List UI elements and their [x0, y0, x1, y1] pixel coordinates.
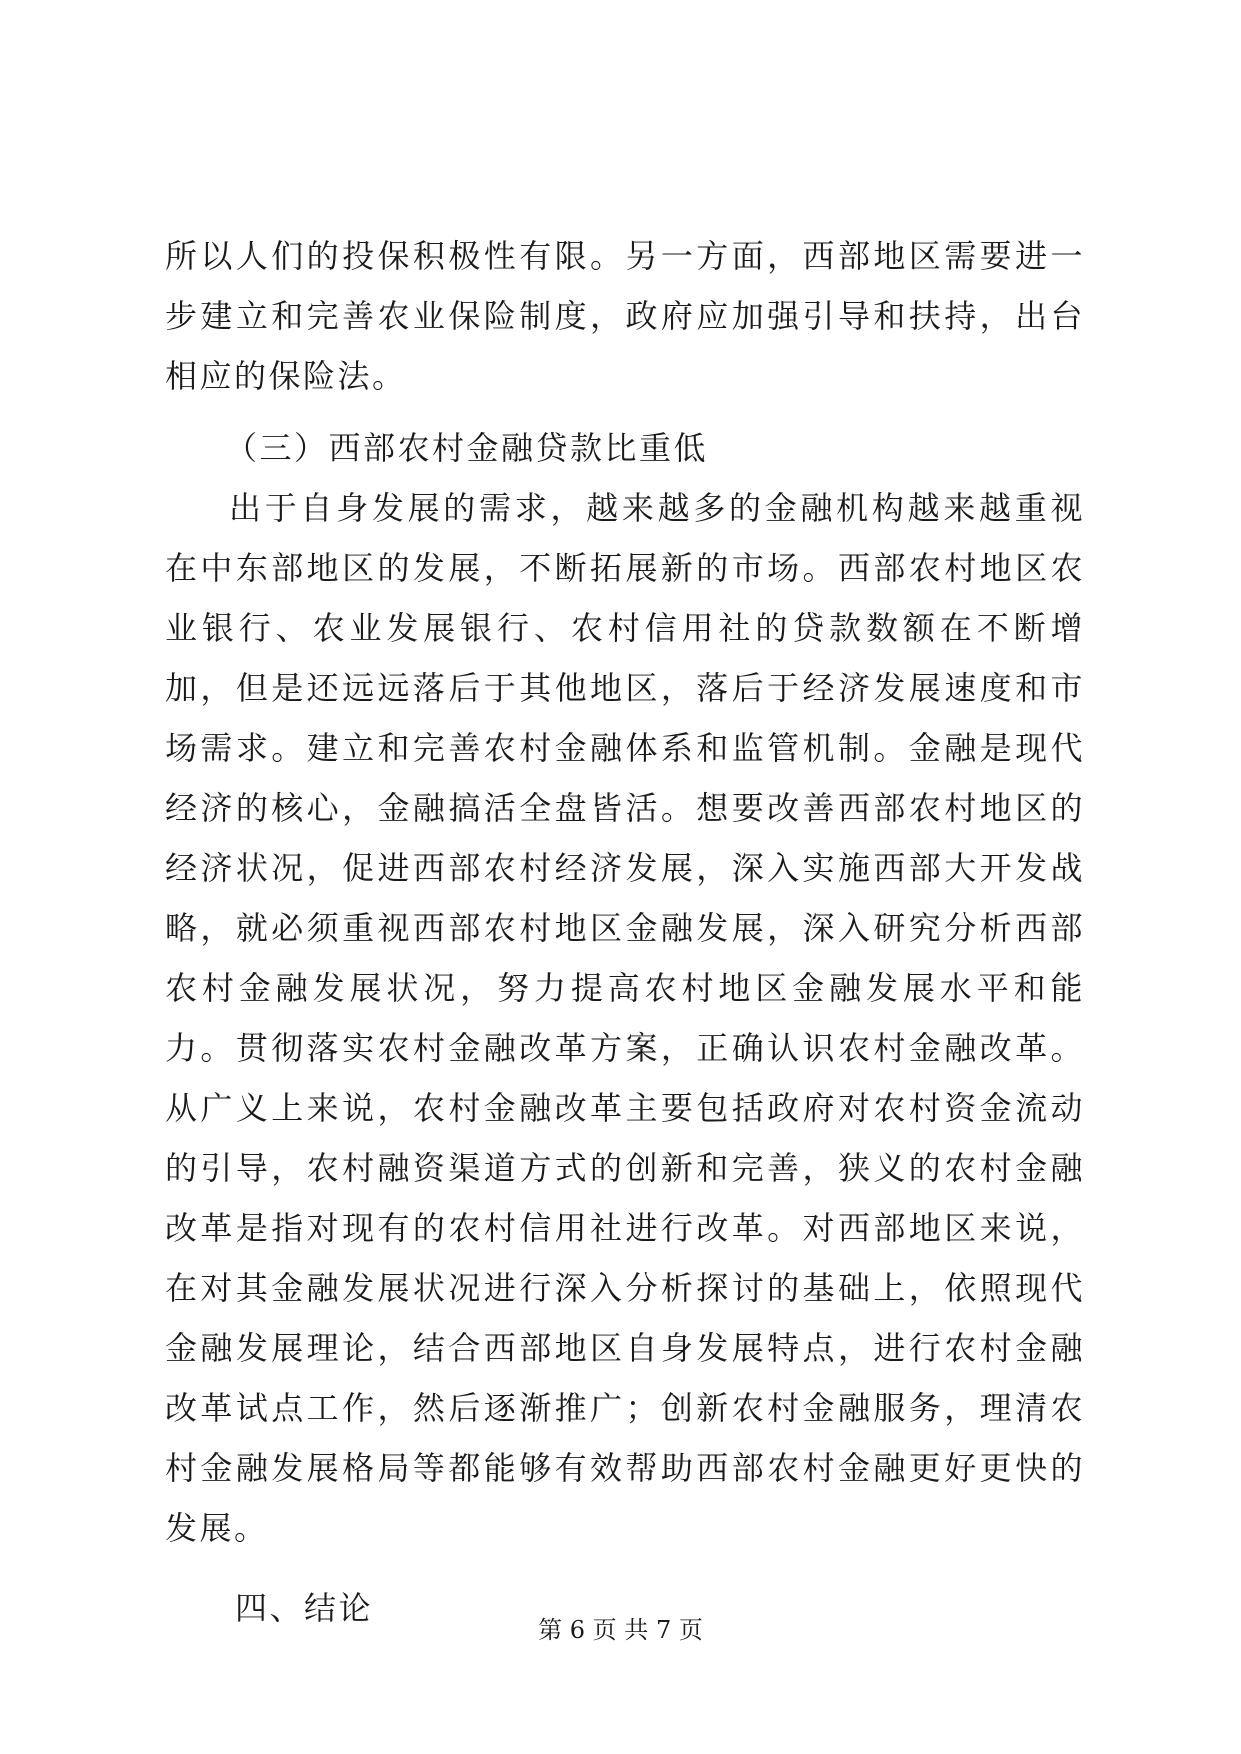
paragraph-insurance-continuation: 所以人们的投保积极性有限。另一方面，西部地区需要进一步建立和完善农业保险制度，政府应加强引导和扶持，出台相应的保险法。 — [165, 237, 1085, 395]
paragraph-finance-reform: 出于自身发展的需求，越来越多的金融机构越来越重视在中东部地区的发展，不断拓展新的市场。西部农村地区农业银行、农业发展银行、农村信用社的贷款数额在不断增加，但是还远远落后于其他地区，落后于经济发展速度和市场需求。建立和完善农村金融体系和监管机制。金融是现代经济的核心，金融搞活全盘皆活。想要改善西部农村地区的经济状况，促进西部农村经济发展，深入实施西部大开发战略，就必须重视西部农村地区金融发展，深入研究分析西部农村金融发展状况，努力提高农村地区金融发展水平和能力。贯彻落实农村金融改革方案，正确认识农村金融改革。从广义上来说，农村金融改革主要包括政府对农村资金流动的引导，农村融资渠道方式的创新和完善，狭义的农村金融改革是指对现有的农村信用社进行改革。对西部地区来说，在对其金融发展状况进行深入分析探讨的基础上，依照现代金融发展理论，结合西部地区自身发展特点，进行农村金融改革试点工作，然后逐渐推广；创新农村金融服务，理清农村金融发展格局等都能够有效帮助西部农村金融更好更快的发展。 — [165, 489, 1085, 1547]
document-body — [165, 226, 1085, 1638]
page-number-footer: 第 6 页 共 7 页 — [538, 1616, 703, 1644]
section-heading-loans: （三）西部农村金融贷款比重低 — [225, 429, 709, 467]
section-heading-conclusion: 四、结论 — [235, 1589, 374, 1627]
